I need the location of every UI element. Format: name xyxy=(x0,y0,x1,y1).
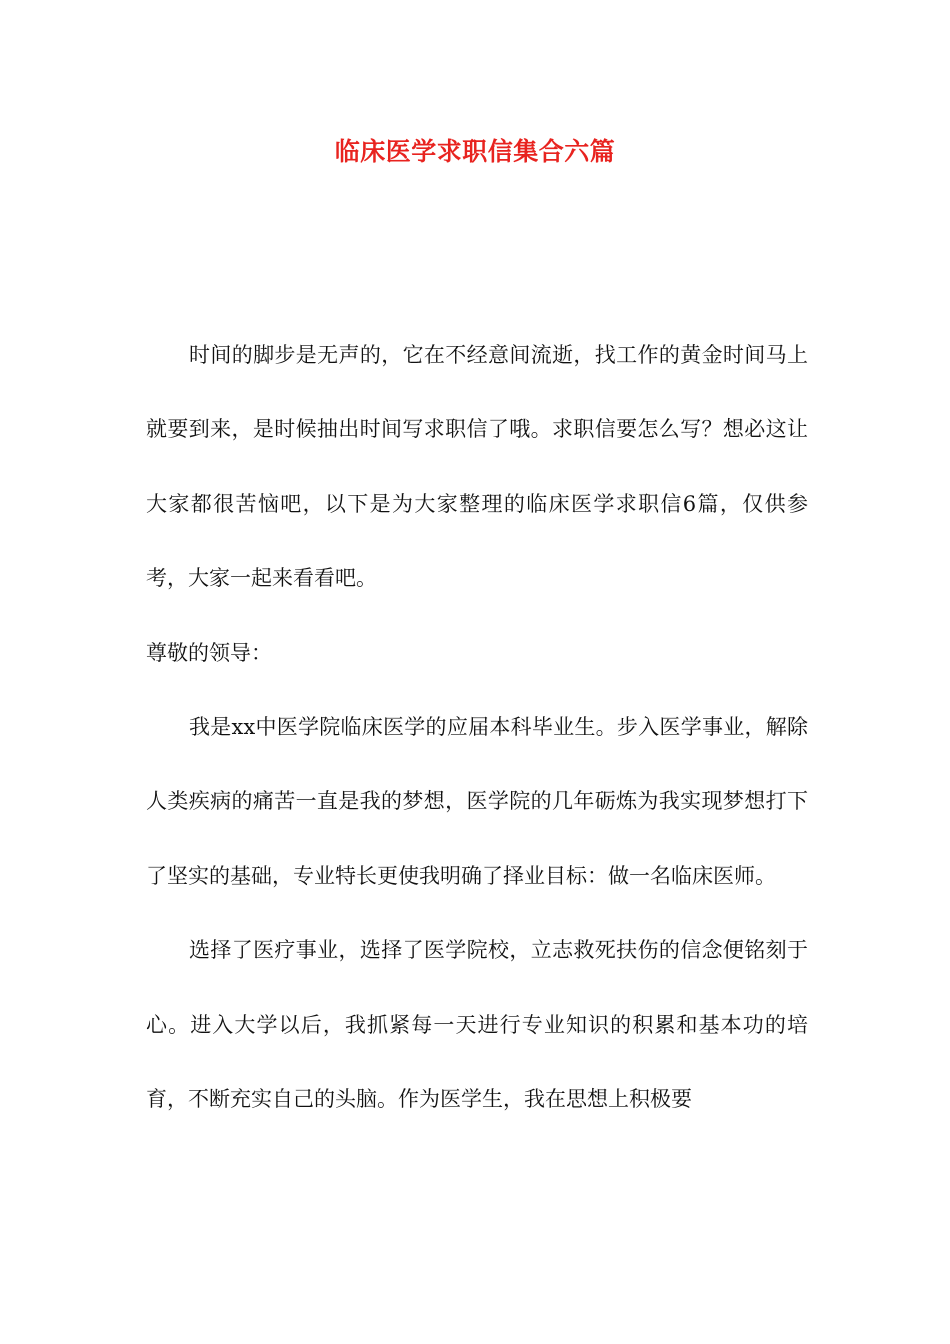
intro-paragraph: 时间的脚步是无声的，它在不经意间流逝，找工作的黄金时间马上就要到来，是时候抽出时间写求职信了哦。求职信要怎么写？想必这让大家都很苦恼吧，以下是为大家整理的临床医学求职信6篇，仅供参考，大家一起来看看吧。 xyxy=(146,343,808,591)
body-paragraph: 选择了医疗事业，选择了医学院校，立志救死扶伤的信念便铭刻于心。进入大学以后，我抓紧每一天进行专业知识的积累和基本功的培育，不断充实自己的头脑。作为医学生，我在思想上积极要 xyxy=(146,938,808,1112)
body-paragraph: 我是xx中医学院临床医学的应届本科毕业生。步入医学事业，解除人类疾病的痛苦一直是我的梦想，医学院的几年砺炼为我实现梦想打下了坚实的基础，专业特长更使我明确了择业目标：做一名临床医师。 xyxy=(146,715,808,888)
salutation: 尊敬的领导： xyxy=(146,640,272,665)
document-title: 临床医学求职信集合六篇 xyxy=(334,137,616,166)
document-body xyxy=(146,318,808,1136)
